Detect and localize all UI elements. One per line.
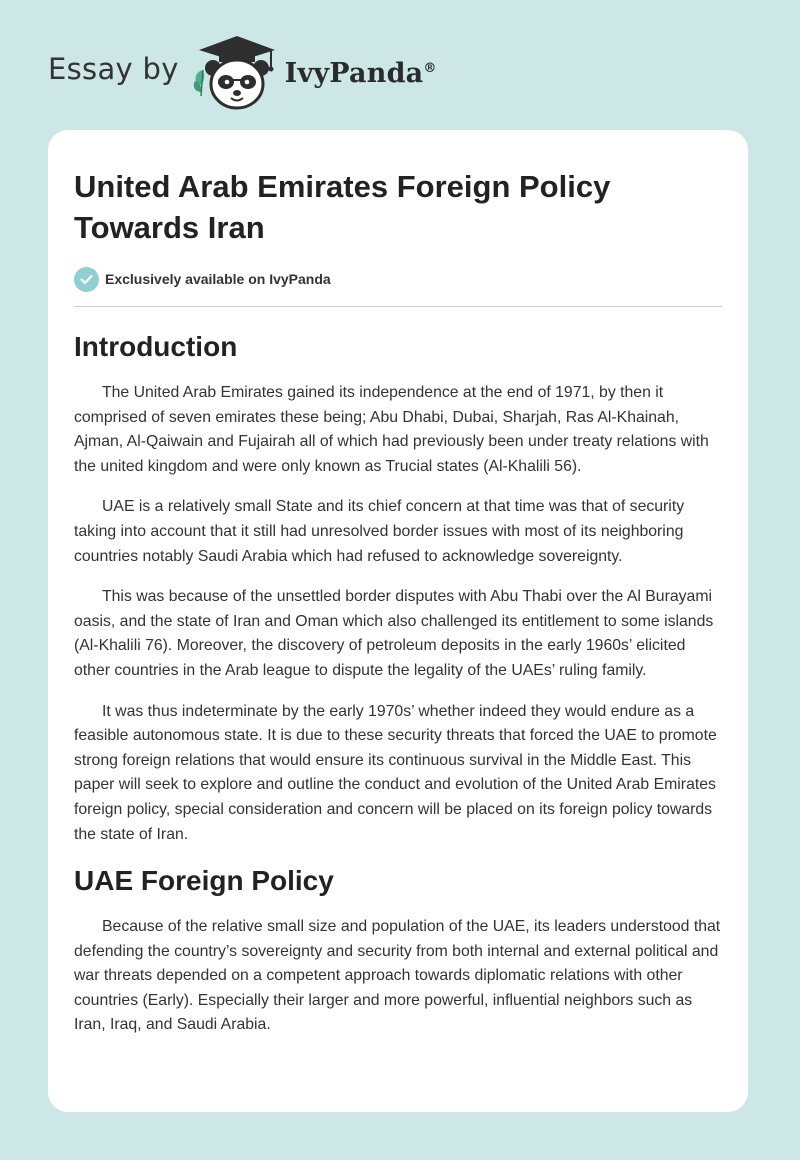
paragraph: Because of the relative small size and population of the UAE, its leaders understood that defending the country’s sovereignty and security from both internal and external political and war threats depended on a competent approach towards diplomatic relations with other countries (Early). Especially their larger and more powerful, influential neighbors such as Iran, Iraq, and Saudi Arabia.	[74, 918, 721, 1034]
paragraph: UAE is a relatively small State and its chief concern at that time was that of security taking into account that it still had unresolved border issues with most of its neighboring countries notably Saudi Arabia which had refused to acknowledge sovereignty.	[74, 498, 685, 565]
section-introduction	[74, 329, 722, 847]
exclusive-text: Exclusively available on IvyPanda	[105, 271, 331, 287]
brand-name[interactable]: IvyPanda®	[284, 57, 437, 89]
brand-prefix: Essay by	[48, 52, 179, 86]
brand-header	[48, 34, 437, 110]
exclusive-badge	[74, 266, 722, 292]
page-title: United Arab Emirates Foreign Policy Towards Iran	[74, 169, 611, 245]
paragraph: The United Arab Emirates gained its independence at the end of 1971, by then it comprised of seven emirates these being; Abu Dhabi, Dubai, Sharjah, Ras Al-Khainah, Ajman, Al-Qaiwain and Fujairah all of which had previously been under treaty relations with the united kingdom and were only known as Trucial states (Al-Khalili 56).	[74, 384, 709, 475]
section-heading: UAE Foreign Policy	[74, 865, 334, 897]
paragraph: It was thus indeterminate by the early 1970s’ whether indeed they would endure as a feasible autonomous state. It is due to these security threats that forced the UAE to promote strong foreign relations that would ensure its continuous survival in the Middle East. This paper will seek to explore and outline the conduct and evolution of the United Arab Emirates foreign policy, special consideration and concern will be placed on its foreign policy towards the state of Iran.	[74, 702, 717, 843]
section-uae-foreign-policy	[74, 863, 722, 1038]
divider	[74, 306, 722, 307]
check-icon	[74, 267, 99, 292]
paragraph: This was because of the unsettled border disputes with Abu Thabi over the Al Burayami oasis, and the state of Iran and Oman which also challenged its entitlement to some islands (Al-Khalili 76). Moreover, the discovery of petroleum deposits in the early 1960s’ elicited other countries in the Arab league to dispute the legality of the UAEs’ ruling family.	[74, 588, 714, 679]
essay-card	[48, 130, 748, 1112]
section-heading: Introduction	[74, 331, 238, 362]
panda-logo-icon[interactable]	[189, 34, 285, 110]
